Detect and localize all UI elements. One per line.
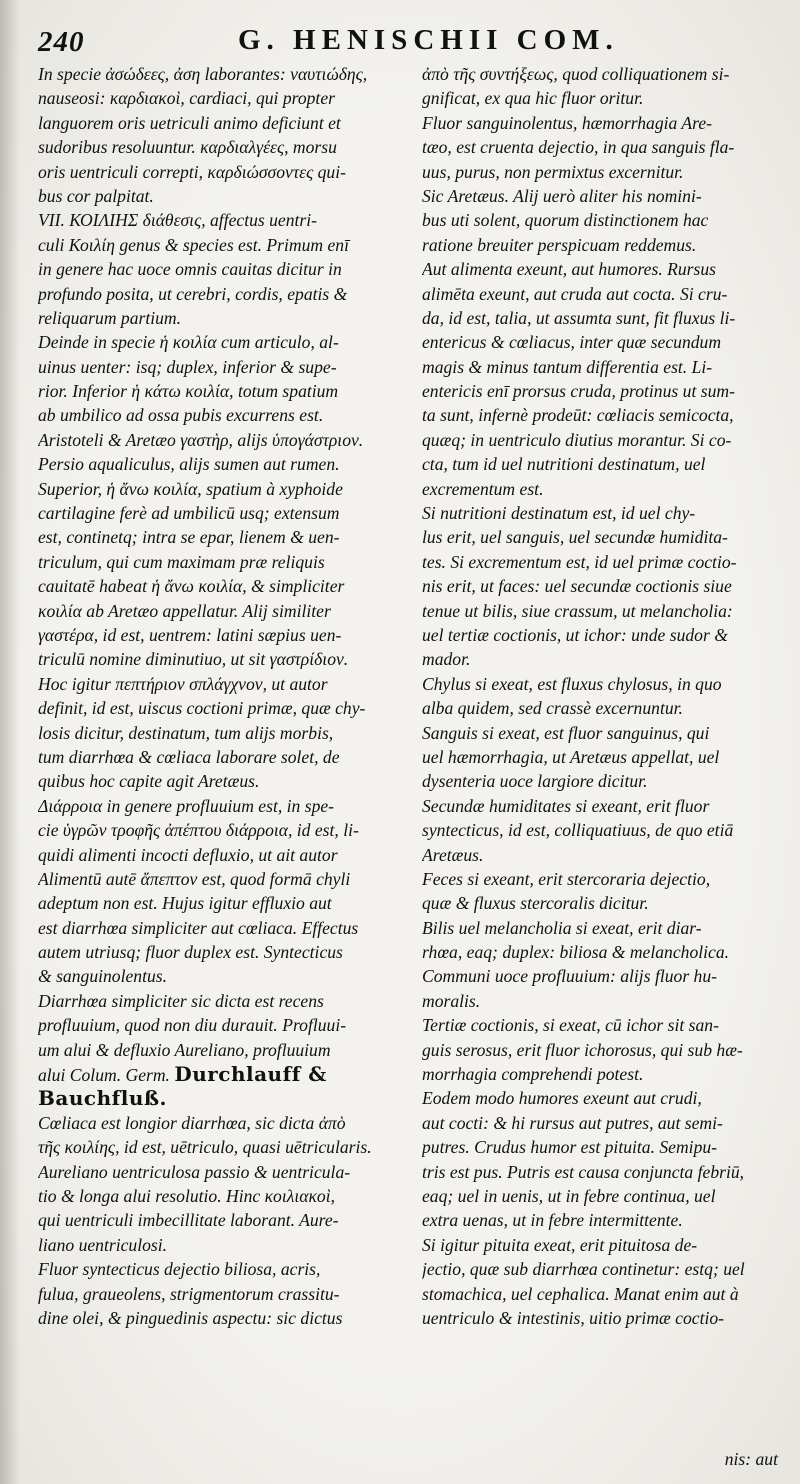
text-line: cie ὑγρῶν τροφῆς ἀπέπτου διάρροια, id est, li- <box>38 820 359 841</box>
text-line: oris uentriculi correpti, καρδιώσσοντες qui- <box>38 161 346 182</box>
right-column <box>422 62 784 1330</box>
text-line: nis erit, ut faces: uel secundæ coctionis siue <box>422 576 732 597</box>
text-line: qui uentriculi imbecillitate laborant. Aure- <box>38 1210 339 1231</box>
text-line: quibus hoc capite agit Aretæus. <box>38 771 260 792</box>
text-line: extra uenas, ut in febre intermittente. <box>422 1210 683 1231</box>
text-line: VII. ΚΟΙΛΙΗΣ διάθεσις, affectus uentri- <box>38 210 318 231</box>
text-line: rhœa, eaq; duplex: biliosa & melancholica. <box>422 942 730 963</box>
text-line: Persio aqualiculus, alijs sumen aut rumen. <box>38 454 340 475</box>
text-line: γαστέρα, id est, uentrem: latini sæpius uen- <box>38 624 342 645</box>
text-line: ratione breuiter perspicuam reddemus. <box>422 234 697 255</box>
text-line: quæq; in uentriculo diutius morantur. Si co- <box>422 429 732 450</box>
running-title: G. HENISCHII COM. <box>238 24 619 56</box>
text-line: losis dicitur, destinatum, tum alijs morbis, <box>38 722 334 743</box>
catchword: nis: aut <box>724 1449 778 1469</box>
text-line: sudoribus resoluuntur. καρδιαλγέες, morsu <box>38 137 337 158</box>
text-line: profluuium, quod non diu durauit. Profluui- <box>38 1015 347 1036</box>
text-line <box>38 1062 400 1086</box>
text-line: ἀπὸ τῆς συντήξεως, quod colliquationem si- <box>422 64 730 84</box>
text-line: Tertiæ coctionis, si exeat, cū ichor sit san- <box>422 1015 719 1036</box>
text-line: Communi uoce profluuium: alijs fluor hu- <box>422 966 718 987</box>
text-line: uel tertiæ coctionis, ut ichor: unde sudor & <box>422 624 728 645</box>
text-line: bus uti solent, quorum distinctionem hac <box>422 210 709 231</box>
text-line: syntecticus, id est, colliquatiuus, de quo etiā <box>422 820 734 841</box>
text-line: putres. Crudus humor est pituita. Semipu- <box>422 1137 718 1158</box>
text-line: in genere hac uoce omnis cauitas dicitur in <box>38 259 342 280</box>
text-line: languorem oris uetriculi animo deficiunt et <box>38 112 341 133</box>
text-line: Si igitur pituita exeat, erit pituitosa de- <box>422 1234 698 1255</box>
text-line: profundo posita, ut cerebri, cordis, epatis & <box>38 283 348 304</box>
text-line: magis & minus tantum differentia est. Li- <box>422 356 713 377</box>
text-line: Diarrhœa simpliciter sic dicta est recens <box>38 990 324 1011</box>
text-line: reliquarum partium. <box>38 307 182 328</box>
text-line: Bilis uel melancholia si exeat, erit diar- <box>422 917 702 938</box>
text-line: stomachica, uel cephalica. Manat enim aut à <box>422 1283 739 1304</box>
text-line: Aretæus. <box>422 844 484 865</box>
text-line: culi Κοιλίη genus & species est. Primum enī <box>38 234 349 255</box>
text-line: fulua, graueolens, strigmentorum crassitu- <box>38 1283 340 1304</box>
text-line: cta, tum id uel nutritioni destinatum, uel <box>422 454 706 475</box>
text-line: Sic Aretæus. Alij uerò aliter his nomini- <box>422 185 702 206</box>
text-line: Secundæ humiditates si exeant, erit fluor <box>422 795 710 816</box>
text-line: tenue ut bilis, siue crassum, ut melancholia: <box>422 600 733 621</box>
text-line: Alimentū autē ἄπεπτον est, quod formā chyli <box>38 868 351 889</box>
text-line: Feces si exeant, erit stercoraria dejectio, <box>422 868 711 889</box>
text-line: Eodem modo humores exeunt aut crudi, <box>422 1088 702 1109</box>
gutter-shadow <box>0 0 20 1484</box>
text-line: Διάρροια in genere profluuium est, in spe- <box>38 795 335 816</box>
text-line: gnificat, ex qua hic fluor oritur. <box>422 88 644 109</box>
text-line: triculum, qui cum maximam præ reliquis <box>38 551 325 572</box>
text-line: Aureliano uentriculosa passio & uentricula- <box>38 1161 351 1182</box>
text-line: tes. Si excrementum est, id uel primæ coctio- <box>422 551 737 572</box>
text-line: est diarrhœa simpliciter aut cœliaca. Effectus <box>38 917 359 938</box>
text-line: entericus & cœliacus, inter quæ secundum <box>422 332 722 353</box>
text-line: τῆς κοιλίης, id est, uētriculo, quasi uētricularis. <box>38 1137 372 1158</box>
text-line: quæ & fluxus stercoralis dicitur. <box>422 893 649 914</box>
text-line: uentriculo & intestinis, uitio primæ coctio- <box>422 1307 725 1328</box>
page-number: 240 <box>38 26 85 58</box>
text-line: da, id est, talia, ut assumta sunt, fit fluxus li- <box>422 307 736 328</box>
text-line: guis serosus, erit fluor ichorosus, qui sub hæ- <box>422 1039 743 1060</box>
fraktur-text: Durchlauff & <box>174 1062 327 1087</box>
text-line: Chylus si exeat, est fluxus chylosus, in quo <box>422 673 722 694</box>
text-line: dine olei, & pinguedinis aspectu: sic dictus <box>38 1307 343 1328</box>
text-line: Deinde in specie ἡ κοιλία cum articulo, al- <box>38 332 339 353</box>
text-line: In specie ἀσώδεες, ἀση laborantes: ναυτιώδης, <box>38 64 368 84</box>
text-line: uinus uenter: isq; duplex, inferior & supe- <box>38 356 337 377</box>
text-line: est, continetq; intra se epar, lienem & uen- <box>38 527 340 548</box>
text-line: uus, purus, non permixtus excernitur. <box>422 161 684 182</box>
text-line: quidi alimenti incocti defluxio, ut ait autor <box>38 844 338 865</box>
text-line: κοιλία ab Aretæo appellatur. Alij similiter <box>38 600 331 621</box>
text-line: triculū nomine diminutiuo, ut sit γαστρίδιον. <box>38 649 349 670</box>
text-line: uel hæmorrhagia, ut Aretæus appellat, uel <box>422 746 720 767</box>
text-line: alba quidem, sed crassè excernuntur. <box>422 698 683 719</box>
text-line: tæo, est cruenta dejectio, in qua sanguis fla- <box>422 137 735 158</box>
text-line: Fluor syntecticus dejectio biliosa, acris, <box>38 1259 321 1280</box>
text-line: aut cocti: & hi rursus aut putres, aut semi- <box>422 1112 723 1133</box>
text-line: tum diarrhœa & cœliaca laborare solet, de <box>38 746 340 767</box>
text-line: rior. Inferior ἡ κάτω κοιλία, totum spatium <box>38 381 339 402</box>
left-column <box>38 62 400 1330</box>
text-line: excrementum est. <box>422 478 544 499</box>
text-line: tio & longa alui resolutio. Hinc κοιλιακοὶ, <box>38 1185 335 1206</box>
text-line: dysenteria uoce largiore dicitur. <box>422 771 648 792</box>
text-line: morrhagia comprehendi potest. <box>422 1064 644 1085</box>
text-line-italic: alui Colum. Germ. <box>38 1065 170 1086</box>
text-line: cartilagine ferè ad umbilicū usq; extensum <box>38 503 340 524</box>
text-line: Aristoteli & Aretæo γαστὴρ, alijs ὑπογάστριον. <box>38 429 364 450</box>
text-line: cauitatē habeat ἡ ἄνω κοιλία, & simpliciter <box>38 576 345 597</box>
text-line: definit, id est, uiscus coctioni primæ, quæ chy- <box>38 698 366 719</box>
text-line: & sanguinolentus. <box>38 966 168 987</box>
text-line: Sanguis si exeat, est fluor sanguinus, qui <box>422 722 710 743</box>
text-line: autem utriusq; fluor duplex est. Syntecticus <box>38 942 343 963</box>
text-line: bus cor palpitat. <box>38 185 154 206</box>
text-line: Fluor sanguinolentus, hæmorrhagia Are- <box>422 112 712 133</box>
text-line: Hoc igitur πεπτήριον σπλάγχνον, ut autor <box>38 673 328 694</box>
text-line: nauseosi: καρδιακοὶ, cardiaci, qui propter <box>38 88 335 109</box>
text-line: Aut alimenta exeunt, aut humores. Rursus <box>422 259 717 280</box>
text-line: mador. <box>422 649 471 670</box>
fraktur-line: Bauchfluß. <box>38 1086 168 1111</box>
text-line: Si nutritioni destinatum est, id uel chy- <box>422 503 696 524</box>
text-line: um alui & defluxio Aureliano, profluuium <box>38 1039 331 1060</box>
text-line: ta sunt, infernè prodeūt: cœliacis semicocta, <box>422 405 734 426</box>
page-header <box>38 24 780 60</box>
text-line: moralis. <box>422 990 481 1011</box>
text-line: lus erit, uel sanguis, uel secundæ humidita- <box>422 527 728 548</box>
text-line: eaq; uel in uenis, ut in febre continua, uel <box>422 1185 716 1206</box>
text-line: Superior, ἡ ἄνω κοιλία, spatium à xyphoide <box>38 478 343 499</box>
text-line: Cœliaca est longior diarrhœa, sic dicta ἀπὸ <box>38 1112 346 1133</box>
text-line: jectio, quæ sub diarrhœa continetur: estq; uel <box>422 1259 745 1280</box>
text-line: tris est pus. Putris est causa conjuncta febriū, <box>422 1161 745 1182</box>
text-line: entericis enī prorsus cruda, protinus ut sum- <box>422 381 735 402</box>
text-line: alimēta exeunt, aut cruda aut cocta. Si cru- <box>422 283 728 304</box>
text-line: ab umbilico ad ossa pubis excurrens est. <box>38 405 324 426</box>
text-line: liano uentriculosi. <box>38 1234 168 1255</box>
text-line: adeptum non est. Hujus igitur effluxio aut <box>38 893 332 914</box>
